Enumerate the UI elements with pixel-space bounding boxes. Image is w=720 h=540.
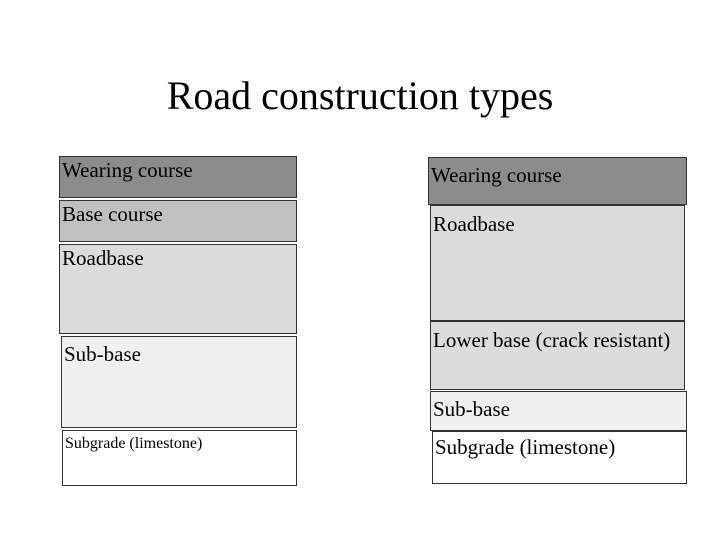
right-lower-base-label: Lower base (crack resistant) <box>433 328 671 352</box>
left-roadbase-label: Roadbase <box>62 246 144 270</box>
right-roadbase <box>430 205 685 321</box>
right-subgrade-label: Subgrade (limestone) <box>435 435 616 459</box>
left-roadbase <box>59 244 297 334</box>
left-subgrade-label: Subgrade (limestone) <box>65 435 203 452</box>
left-base-course-label: Base course <box>62 202 163 226</box>
right-subgrade <box>432 431 687 484</box>
page-title: Road construction types <box>166 73 554 118</box>
right-wearing-course <box>428 157 687 205</box>
right-roadbase-label: Roadbase <box>433 212 515 236</box>
right-wearing-course-label: Wearing course <box>431 163 562 187</box>
left-base-course <box>59 200 297 242</box>
left-subbase <box>61 336 297 428</box>
left-subbase-label: Sub-base <box>64 342 141 366</box>
right-subbase-label: Sub-base <box>433 397 510 421</box>
left-subgrade <box>62 430 297 486</box>
left-wearing-course-label: Wearing course <box>62 158 193 182</box>
left-wearing-course <box>59 156 297 198</box>
right-lower-base <box>430 321 685 390</box>
right-subbase <box>430 391 687 431</box>
